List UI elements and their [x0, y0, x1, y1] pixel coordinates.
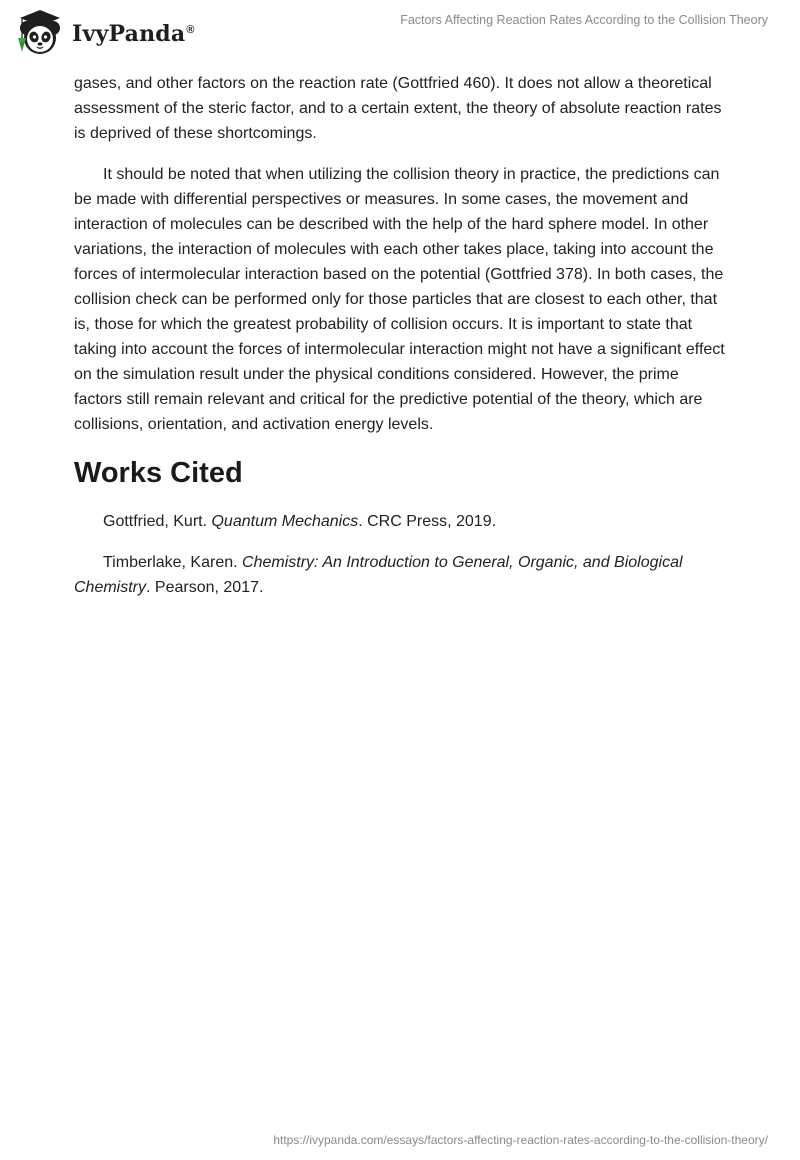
citation-publisher: . Pearson, 2017.: [146, 579, 264, 596]
panda-graduate-icon: [14, 8, 66, 58]
citation-entry: [74, 509, 726, 534]
body-paragraph: It should be noted that when utilizing the collision theory in practice, the predictions can be made with differential perspectives or measures. In some cases, the movement and interaction of molecules can be described with the help of the hard sphere model. In other variations, the interaction of molecules with each other takes place, taking into account the forces of intermolecular interaction based on the potential (Gottfried 378). In both cases, the collision check can be performed only for those particles that are closest to each other, that is, those for which the greatest probability of collision occurs. It is important to state that taking into account the forces of intermolecular interaction might not have a significant effect on the simulation result under the physical conditions considered. However, the prime factors still remain relevant and critical for the predictive potential of the theory, which are collisions, orientation, and activation energy levels.: [74, 166, 725, 433]
running-title: Factors Affecting Reaction Rates According to the Collision Theory: [400, 13, 768, 27]
citation-publisher: . CRC Press, 2019.: [358, 513, 497, 530]
citation-entry: [74, 550, 726, 600]
citation-author: Gottfried, Kurt.: [103, 513, 212, 530]
citation-title: Chemistry: An Introduction to General, Organic, and Biological Chemistry: [74, 554, 683, 596]
source-url-link[interactable]: https://ivypanda.com/essays/factors-affecting-reaction-rates-according-to-the-collision-theory/: [273, 1133, 768, 1147]
body-paragraph: gases, and other factors on the reaction rate (Gottfried 460). It does not allow a theoretical assessment of the steric factor, and to a certain extent, the theory of absolute reaction rates is deprived of these shortcomings.: [74, 75, 722, 142]
ivypanda-logo[interactable]: [14, 8, 195, 58]
logo-wordmark: IvyPanda®: [72, 21, 195, 47]
registered-mark: ®: [186, 23, 195, 36]
citation-author: Timberlake, Karen.: [103, 554, 243, 571]
essay-content: [74, 71, 726, 616]
page-header: [0, 0, 800, 64]
works-cited-heading: Works Cited: [74, 457, 243, 489]
citation-title: Quantum Mechanics: [211, 513, 359, 530]
